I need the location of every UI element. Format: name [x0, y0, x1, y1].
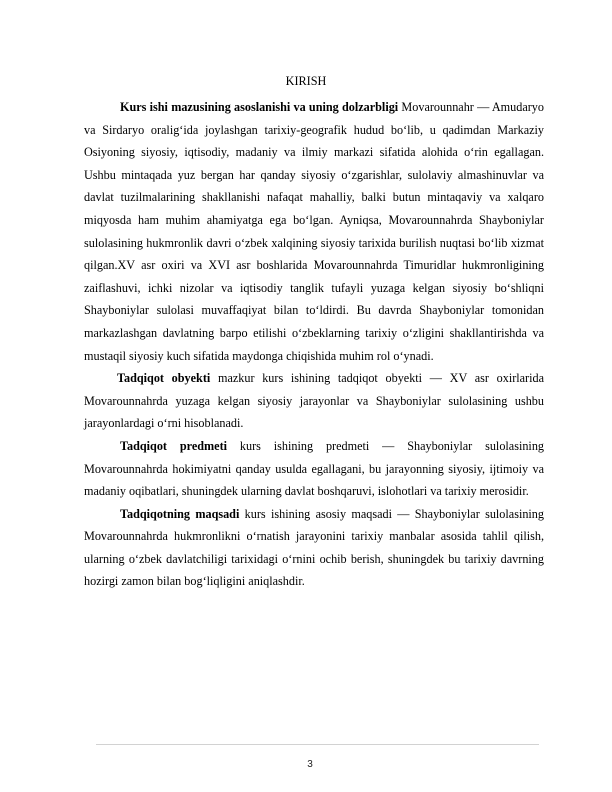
paragraph-goal: [84, 503, 544, 593]
paragraph-lead: Tadqiqot obyekti: [117, 371, 211, 386]
paragraph-text: kurs ishining predmeti — Shayboniylar sulolasining Movarounnahrda hokimiyatni qanday usulda egallagani, bu jarayonning siyosiy, ijtimoiy va madaniy oqibatlari, shuningdek ularning davlat boshqaruvi, islohotlari va tarixiy merosidir.: [84, 438, 545, 499]
paragraph-text: Movarounnahr — Amudaryo va Sirdaryo oralig‘ida joylashgan tarixiy-geografik hudud bo‘lib, u qadimdan Markaziy Osiyoning siyosiy, iqtisodiy, madaniy va ilmiy markazi sifatida alohida o‘rin egallagan. Ushbu mintaqada yuz bergan har qanday siyosiy o‘zgarishlar, sulolaviy almashinuvlar va davlat tuzilmalarining shakllanishi nafaqat mahalliy, balki butun mintaqaviy va xalqaro miqyosda ham muhim ahamiyatga ega bo‘lgan. Ayniqsa, Movarounnahrda Shayboniylar sulolasining hukmronlik davri o‘zbek xalqining siyosiy tarixida burilish nuqtasi bo‘lib xizmat qilgan.XV asr oxiri va XVI asr boshlarida Movarounnahrda Timuridlar hukmronligining zaiflashuvi, ichki nizolar va iqtisodiy tanglik tufayli yuzaga kelgan siyosiy bo‘shliqni Shayboniylar sulolasi muvaffaqiyat bilan to‘ldirdi. Bu davrda Shayboniylar tomonidan markazlashgan davlatning barpo etilishi o‘zbeklarning tarixiy o‘zligini shakllantirishda va mustaqil siyosiy kuch sifatida maydonga chiqishida muhim rol o‘ynadi.: [84, 100, 544, 363]
paragraph-subject: [84, 435, 544, 503]
paragraph-lead: Tadqiqot predmeti: [120, 438, 228, 453]
paragraph-lead: Kurs ishi mazusining asoslanishi va uning dolzarbligi: [120, 100, 399, 114]
paragraph-text: kurs ishining asosiy maqsadi — Shayboniylar sulolasining Movarounnahrda hukmronlikni o‘rnatish jarayonini tarixiy manbalar asosida tahlil qilish, ularning o‘zbek davlatchiligi tarixidagi o‘rnini ochib berish, shuningdek bu tarixiy davrning hozirgi zamon bilan bog‘liqligini aniqlashdir.: [84, 506, 544, 589]
section-heading: KIRISH: [285, 74, 327, 88]
page-number: 3: [307, 759, 313, 770]
paragraph-lead: Tadqiqotning maqsadi: [120, 506, 240, 521]
paragraph-object: [84, 367, 544, 435]
body-text: [84, 96, 544, 593]
paragraph-relevance: [84, 96, 544, 367]
footer-divider: [96, 744, 539, 745]
paragraph-text: mazkur kurs ishining tadqiqot obyekti — XV asr oxirlarida Movarounnahrda yuzaga kelgan siyosiy jarayonlar va Shayboniylar sulolasining ushbu jarayonlardagi o‘rni hisoblanadi.: [84, 371, 545, 431]
